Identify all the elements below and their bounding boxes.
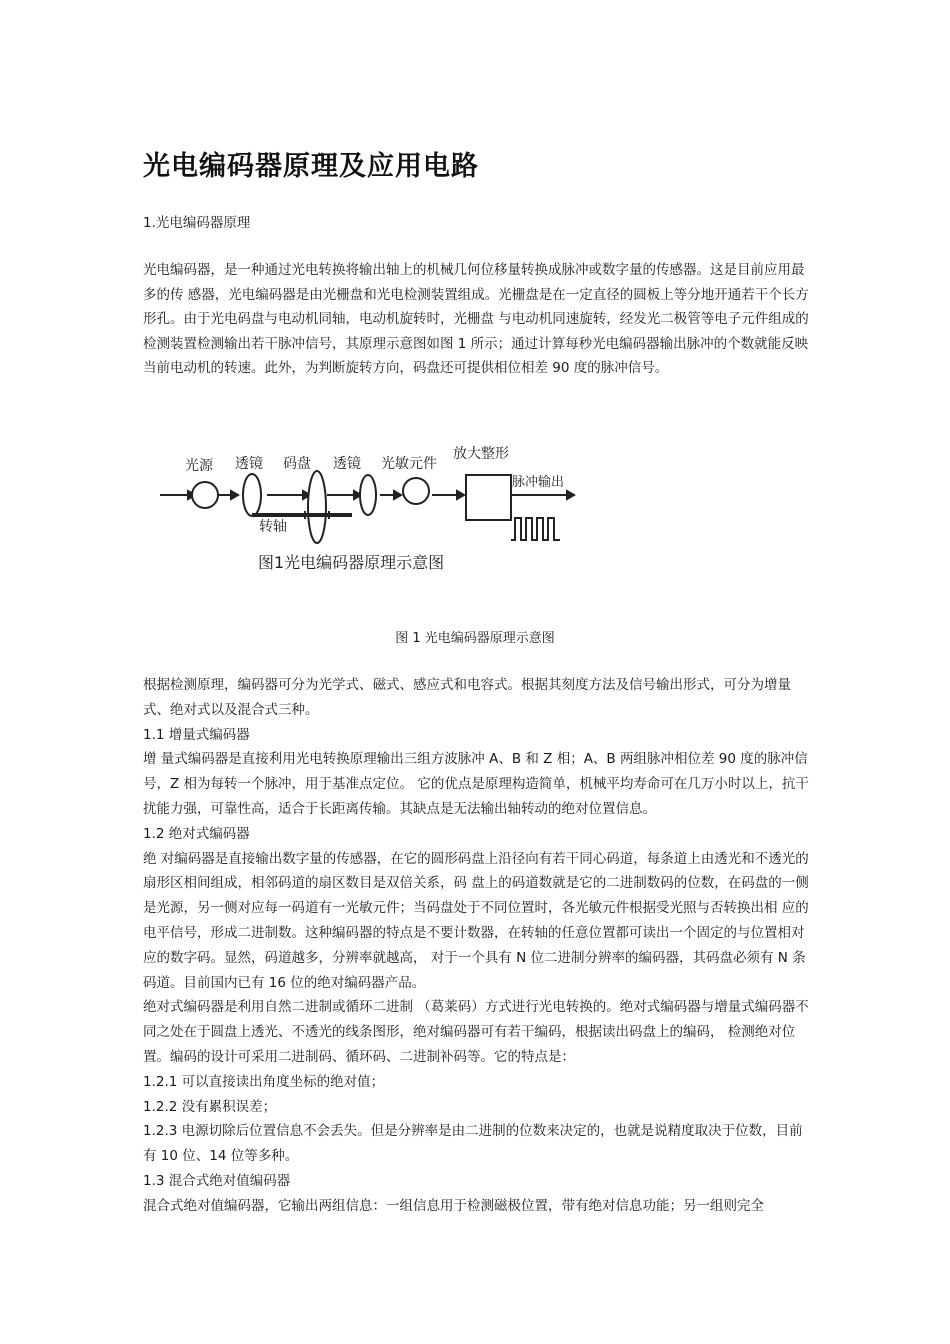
absolute-paragraph-2: 绝对式编码器是利用自然二进制或循环二进制 （葛莱码）方式进行光电转换的。绝对式编码器与增量式编码器不同之处在于圆盘上透光、不透光的线条图形，绝对编码器可有若干编码，根据读出码盘上的编码， 检测绝对位置。编码的设计可采用二进制码、循环码、二进制补码等。它的特点是： [143, 999, 809, 1065]
hybrid-paragraph: 混合式绝对值编码器，它输出两组信息：一组信息用于检测磁极位置，带有绝对信息功能；另一组则完全 [143, 1197, 764, 1214]
diagram-inner-title: 图1光电编码器原理示意图 [258, 553, 445, 572]
intro-paragraph: 光电编码器，是一种通过光电转换将输出轴上的机械几何位移量转换成脉冲或数字量的传感器。这是目前应用最多的传 感器，光电编码器是由光栅盘和光电检测装置组成。光栅盘是在一定直径的圆板上等分地开通若干个长方形孔。由于光电码盘与电动机同轴，电动机旋转时，光栅盘 与电动机同速旋转，经发光二极管等电子元件组成的检测装置检测输出若干脉冲信号，其原理示意图如图 1 所示；通过计算每秒光电编码器输出脉冲的个数就能反映 当前电动机的转速。此外，为判断旋转方向，码盘还可提供相位相差 90 度的脉冲信号。 [143, 262, 809, 376]
label-lens-2: 透镜 [333, 456, 361, 472]
code-disc-shape [308, 471, 326, 543]
heading-incremental-encoder: 1.1 增量式编码器 [143, 726, 250, 743]
lens-1-shape [243, 474, 261, 516]
label-light-source: 光源 [185, 458, 213, 474]
incremental-paragraph: 增 量式编码器是直接利用光电转换原理输出三组方波脉冲 A、B 和 Z 相；A、B 两组脉冲相位差 90 度的脉冲信号，Z 相为每转一个脉冲，用于基准点定位。 它的优点是原理构造简单，机械平均寿命可在几万小时以上，抗干扰能力强，可靠性高，适合于长距离传输。其缺点是无法输出轴转动的绝对位置信息。 [143, 751, 809, 817]
figure-caption: 图 1 光电编码器原理示意图 [395, 631, 555, 646]
label-disc: 码盘 [283, 456, 311, 472]
section-heading-1: 1.光电编码器原理 [143, 215, 251, 231]
page-title: 光电编码器原理及应用电路 [143, 151, 479, 182]
label-photo-element: 光敏元件 [381, 456, 437, 472]
document-body [143, 673, 811, 1219]
light-source-shape [192, 482, 218, 508]
encoder-principle-diagram [155, 438, 585, 580]
feature-item-1: 1.2.1 可以直接读出角度坐标的绝对值； [143, 1073, 385, 1090]
label-amplify-shape: 放大整形 [453, 446, 509, 462]
feature-item-2: 1.2.2 没有累积误差； [143, 1098, 277, 1115]
feature-item-3: 1.2.3 电源切除后位置信息不会丢失。但是分辨率是由二进制的位数来决定的，也就是说精度取决于位数，目前有 10 位、14 位等多种。 [143, 1123, 803, 1165]
lens-2-shape [360, 475, 376, 515]
heading-absolute-encoder: 1.2 绝对式编码器 [143, 825, 250, 842]
shaft-shape [252, 511, 352, 519]
amplifier-box [466, 475, 511, 520]
photo-element-shape [403, 478, 429, 504]
label-shaft: 转轴 [259, 519, 287, 535]
absolute-paragraph: 绝 对编码器是直接输出数字量的传感器，在它的圆形码盘上沿径向有若干同心码道，每条道上由透光和不透光的扇形区相间组成，相邻码道的扇区数目是双倍关系，码 盘上的码道数就是它的二进制数码的位数，在码盘的一侧是光源，另一侧对应每一码道有一光敏元件；当码盘处于不同位置时，各光敏元件根据受光照与否转换出相 应的电平信号，形成二进制数。这种编码器的特点是不要计数器，在转轴的任意位置都可读出一个固定的与位置相对应的数字码。显然，码道越多，分辨率就越高， 对于一个具有 N 位二进制分辨率的编码器，其码盘必须有 N 条码道。目前国内已有 16 位的绝对编码器产品。 [143, 850, 809, 991]
label-pulse-output: 脉冲输出 [512, 475, 565, 490]
heading-hybrid-encoder: 1.3 混合式绝对值编码器 [143, 1172, 291, 1189]
label-lens-1: 透镜 [235, 456, 263, 472]
classification-paragraph: 根据检测原理，编码器可分为光学式、磁式、感应式和电容式。根据其刻度方法及信号输出形式，可分为增量式、绝对式以及混合式三种。 [143, 677, 791, 718]
pulse-waveform [511, 518, 560, 540]
